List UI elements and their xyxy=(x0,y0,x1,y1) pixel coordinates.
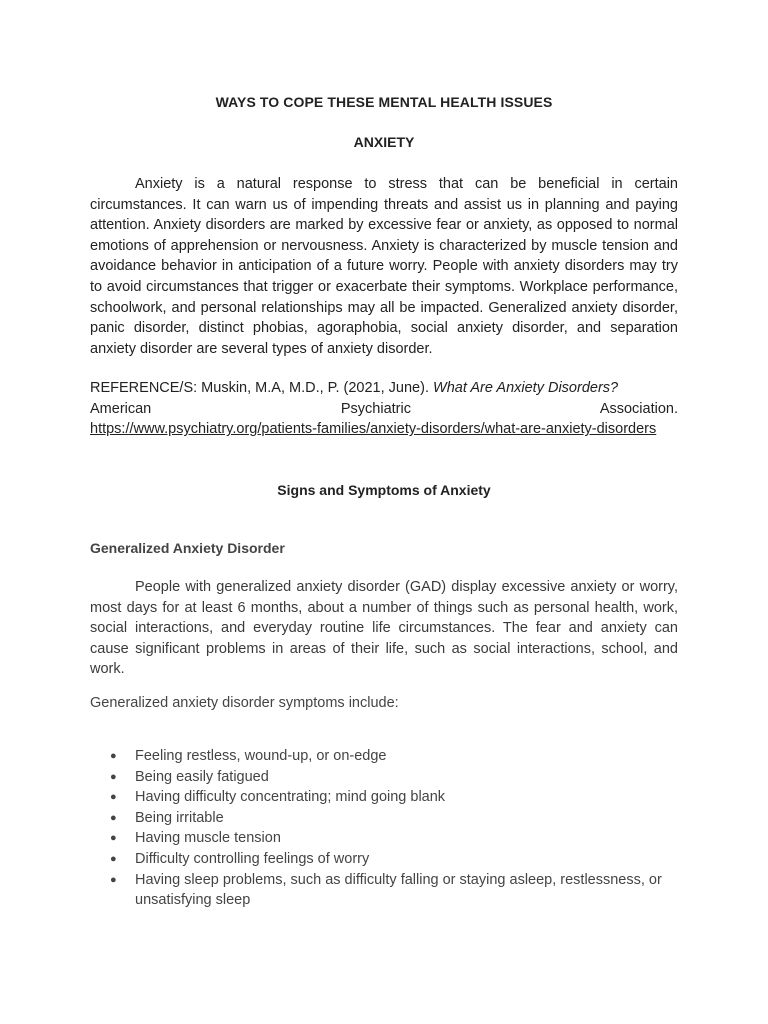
list-item xyxy=(110,849,670,870)
bullet-icon: ● xyxy=(110,852,117,865)
symptom-text: Being easily fatigued xyxy=(135,768,269,785)
bullet-icon: ● xyxy=(110,791,117,804)
symptom-text: Feeling restless, wound-up, or on-edge xyxy=(135,748,387,764)
list-item xyxy=(110,767,670,788)
bullet-icon: ● xyxy=(110,832,117,845)
list-item xyxy=(110,746,670,767)
reference-prefix: REFERENCE/S: Muskin, M.A, M.D., P. (2021, June). xyxy=(90,380,434,396)
signs-symptoms-heading: Signs and Symptoms of Anxiety xyxy=(277,482,491,498)
bullet-icon: ● xyxy=(110,750,117,762)
list-item xyxy=(110,787,670,808)
symptoms-list xyxy=(110,746,670,911)
bullet-icon: ● xyxy=(110,873,117,886)
reference-link[interactable]: https://www.psychiatry.org/patients-families/anxiety-disorders/what-are-anxiety-disorders xyxy=(90,421,657,438)
gad-paragraph: People with generalized anxiety disorder (GAD) display excessive anxiety or worry, most days for at least 6 months, about a number of things such as personal health, work, social interactions, and everyday routine life circumstances. The fear and anxiety can cause significant problems in areas of their life, such as social interactions, school, and work. xyxy=(90,579,678,678)
symptom-text: Having muscle tension xyxy=(135,830,281,847)
symptoms-intro: Generalized anxiety disorder symptoms include: xyxy=(90,695,399,711)
list-item xyxy=(110,828,670,849)
symptom-text: Difficulty controlling feelings of worry xyxy=(135,850,370,867)
section-title-anxiety: ANXIETY xyxy=(353,134,415,150)
symptom-text: Being irritable xyxy=(135,809,224,826)
reference-title: What Are Anxiety Disorders? xyxy=(433,380,619,396)
symptom-text: Having sleep problems, such as difficulty falling or staying asleep, restlessness, or unsatisfying sleep xyxy=(135,871,662,909)
main-title: WAYS TO COPE THESE MENTAL HEALTH ISSUES xyxy=(215,94,553,110)
gad-heading: Generalized Anxiety Disorder xyxy=(90,540,285,556)
reference-block xyxy=(90,378,678,440)
bullet-icon: ● xyxy=(110,770,117,783)
list-item xyxy=(110,870,670,911)
symptom-text: Having difficulty concentrating; mind going blank xyxy=(135,789,446,806)
list-item xyxy=(110,808,670,829)
reference-publisher: American Psychiatric Association. xyxy=(90,400,678,417)
intro-paragraph: Anxiety is a natural response to stress that can be beneficial in certain circumstances. It can warn us of impending threats and assist us in planning and paying attention. Anxiety disorders are marked by excessive fear or anxiety, as opposed to normal emotions of apprehension or nervousness. Anxiety is characterized by muscle tension and avoidance behavior in anticipation of a future worry. People with anxiety disorders may try to avoid circumstances that trigger or exacerbate their symptoms. Workplace performance, schoolwork, and personal relationships may all be impacted. Generalized anxiety disorder, panic disorder, distinct phobias, agoraphobia, social anxiety disorder, and separation anxiety disorder are several types of anxiety disorder. xyxy=(90,176,678,357)
bullet-icon: ● xyxy=(110,811,117,824)
